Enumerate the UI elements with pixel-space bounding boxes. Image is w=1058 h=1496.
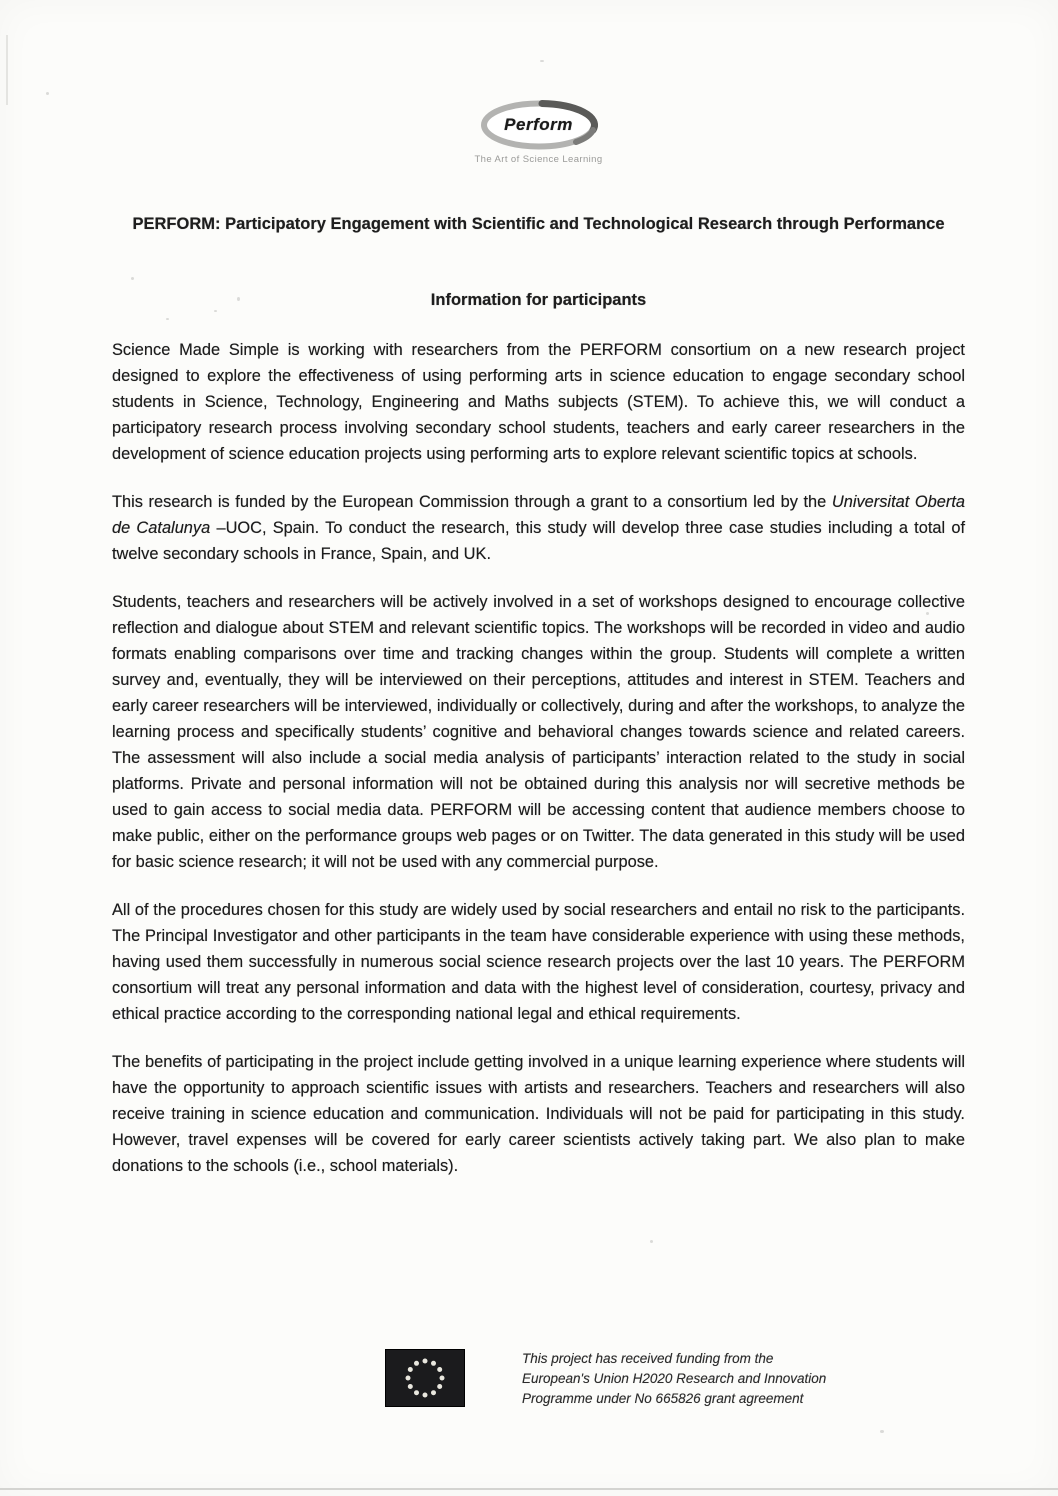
funding-statement-line: European's Union H2020 Research and Innovation [522,1371,827,1386]
perform-logo-tagline: The Art of Science Learning [474,154,603,165]
scan-speck [880,1430,884,1433]
university-name-italic: Universitat Oberta de Catalunya [112,493,965,537]
funding-statement [522,1349,826,1409]
eu-flag-icon [385,1349,465,1407]
funding-footer [385,1349,826,1409]
paragraph-workshops: Students, teachers and researchers will be actively involved in a set of workshops designed to encourage collective reflection and dialogue about STEM and relevant scientific topics. The workshops will be recorded in video and audio formats enabling comparisons over time and tracking changes within the group. Students will complete a written survey and, eventually, they will be interviewed on their perceptions, attitudes and interest in STEM. Teachers and early career researchers will be interviewed, individually or collectively, during and after the workshops, to analyze the learning process and specifically students’ cognitive and behavioral changes towards science and related careers. The assessment will also include a social media analysis of participants’ interaction related to the study in social platforms. Private and personal information will not be obtained during this analysis nor will secretive methods be used to gain access to social media data. PERFORM will be accessing content that audience members choose to make public, either on the performance groups web pages or on Twitter. The data generated in this study will be used for basic science research; it will not be used with any commercial purpose. [112,593,965,871]
paragraph-procedures: All of the procedures chosen for this study are widely used by social researchers and entail no risk to the participants. The Principal Investigator and other participants in the team have considerable experience with using these methods, having used them successfully in numerous social science research projects over the last 10 years. The PERFORM consortium will treat any personal information and data with the highest level of consideration, courtesy, privacy and ethical practice according to the corresponding national legal and ethical requirements. [112,901,965,1023]
paragraph-funding-text: This research is funded by the European Commission through a grant to a consortium led by the [112,493,832,511]
document-content [112,0,965,1179]
funding-statement-line: Programme under No 665826 grant agreement [522,1391,804,1406]
document-title: PERFORM: Participatory Engagement with Scientific and Technological Research through Performance [132,215,945,233]
scan-bottom-line [0,1488,1058,1490]
document-subtitle: Information for participants [430,291,647,309]
paragraph-funding-text-cont: –UOC, Spain. To conduct the research, this study will develop three case studies including a total of twelve secondary schools in France, Spain, and UK. [112,519,966,563]
scan-speck [650,1240,653,1243]
scan-edge-streak [6,35,8,105]
funding-statement-line: This project has received funding from the [522,1351,774,1366]
paragraph-intro: Science Made Simple is working with researchers from the PERFORM consortium on a new research project designed to explore the effectiveness of using performing arts in science education to engage secondary school students in Science, Technology, Engineering and Maths subjects (STEM). To achieve this, we will conduct a participatory research process involving secondary school students, teachers and early career researchers in the development of science education projects using performing arts to explore relevant scientific topics at schools. [112,341,965,463]
perform-logo-text: Perform [504,115,573,134]
paragraph-funding [112,489,965,567]
scan-speck [46,92,49,95]
perform-logo-oval [480,100,598,150]
paragraph-benefits: The benefits of participating in the project include getting involved in a unique learning experience where students will have the opportunity to approach scientific issues with artists and researchers. Teachers and researchers will also receive training in science education and communication. Individuals will not be paid for participating in this study. However, travel expenses will be covered for early career scientists actively taking part. We also plan to make donations to the schools (i.e., school materials). [112,1053,965,1175]
perform-logo [112,100,965,165]
